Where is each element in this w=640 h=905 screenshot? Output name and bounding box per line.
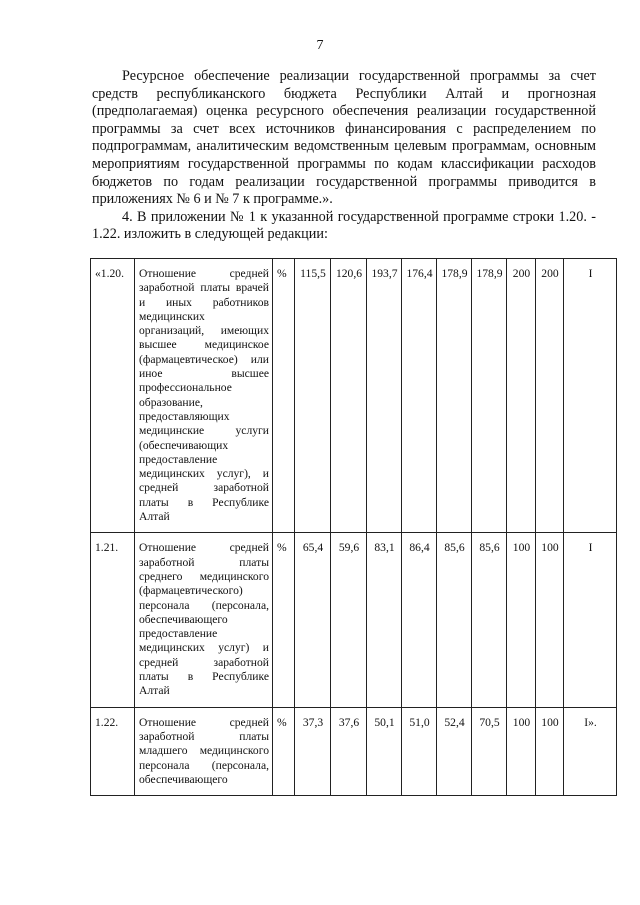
- value-cell: 83,1: [367, 533, 402, 707]
- value-cell: 200: [536, 259, 564, 533]
- value-cell: 59,6: [331, 533, 367, 707]
- value-cell: 100: [507, 533, 536, 707]
- unit-cell: %: [273, 533, 295, 707]
- indicator-description: Отношение средней заработной платы среднего медицинского (фармацевтического) персонала (персонала, обеспечивающего предоставление медицинских услуг) и средней заработной платы в Республике Алтай: [135, 533, 273, 707]
- value-cell: 52,4: [437, 707, 472, 795]
- value-cell: 178,9: [437, 259, 472, 533]
- body-text: [92, 68, 596, 244]
- value-cell: 200: [507, 259, 536, 533]
- value-cell: 120,6: [331, 259, 367, 533]
- table-row: [91, 259, 617, 533]
- value-cell: 176,4: [402, 259, 437, 533]
- table-row: [91, 707, 617, 795]
- indicator-description: Отношение средней заработной платы врачей и иных работников медицинских организаций, имеющих высшее медицинское (фармацевтическое) или иное высшее профессиональное образование, предоставляющих медицинские услуги (обеспечивающих предоставление медицинских услуг), и средней заработной платы в Республике Алтай: [135, 259, 273, 533]
- value-cell: 100: [536, 707, 564, 795]
- value-cell: 65,4: [295, 533, 331, 707]
- subprogram-cell: I: [564, 533, 617, 707]
- value-cell: 50,1: [367, 707, 402, 795]
- value-cell: 178,9: [472, 259, 507, 533]
- value-cell: 100: [536, 533, 564, 707]
- unit-cell: %: [273, 707, 295, 795]
- value-cell: 193,7: [367, 259, 402, 533]
- value-cell: 85,6: [472, 533, 507, 707]
- value-cell: 115,5: [295, 259, 331, 533]
- value-cell: 37,6: [331, 707, 367, 795]
- table-row: [91, 533, 617, 707]
- value-cell: 85,6: [437, 533, 472, 707]
- indicators-table: [90, 258, 617, 796]
- paragraph-resource-provision: Ресурсное обеспечение реализации государственной программы за счет средств республиканского бюджета Республики Алтай и прогнозная (предполагаемая) оценка ресурсного обеспечения реализации государственной программы за счет всех источников финансирования с распределением по подпрограммам, аналитическим ведомственным целевым программам, основным мероприятиям государственной программы по кодам классификации расходов бюджетов по годам реализации государственной программы приводится в приложениях № 6 и № 7 к программе.».: [92, 68, 596, 208]
- value-cell: 37,3: [295, 707, 331, 795]
- subprogram-cell: I: [564, 259, 617, 533]
- paragraph-amendment-instruction: 4. В приложении № 1 к указанной государственной программе строки 1.20. - 1.22. изложить в следующей редакции:: [92, 208, 596, 243]
- value-cell: 100: [507, 707, 536, 795]
- value-cell: 70,5: [472, 707, 507, 795]
- row-number: «1.20.: [91, 259, 135, 533]
- unit-cell: %: [273, 259, 295, 533]
- subprogram-cell: I».: [564, 707, 617, 795]
- value-cell: 51,0: [402, 707, 437, 795]
- page-number: 7: [316, 38, 324, 53]
- value-cell: 86,4: [402, 533, 437, 707]
- indicator-description: Отношение средней заработной платы младшего медицинского персонала (персонала, обеспечивающего: [135, 707, 273, 795]
- row-number: 1.22.: [91, 707, 135, 795]
- row-number: 1.21.: [91, 533, 135, 707]
